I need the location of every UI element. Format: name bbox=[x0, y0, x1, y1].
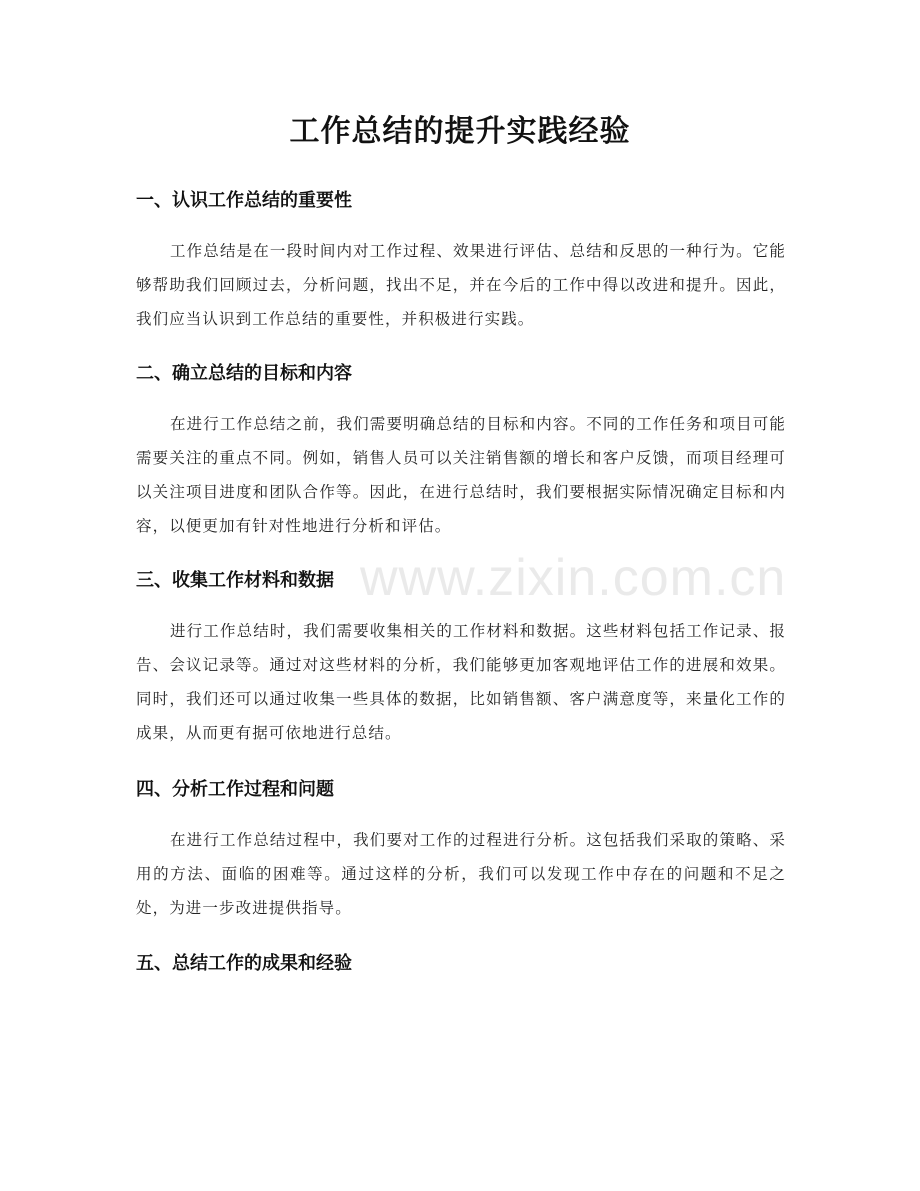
section-paragraph-3: 进行工作总结时，我们需要收集相关的工作材料和数据。这些材料包括工作记录、报告、会议记录等。通过对这些材料的分析，我们能够更加客观地评估工作的进展和效果。同时，我们还可以通过收集一些具体的数据，比如销售额、客户满意度等，来量化工作的成果，从而更有据可依地进行总结。 bbox=[136, 622, 786, 742]
watermark: www.zixin.com.cn bbox=[360, 549, 787, 607]
section-heading-1: 一、认识工作总结的重要性 bbox=[136, 190, 352, 211]
section-heading-2: 二、确立总结的目标和内容 bbox=[136, 363, 352, 384]
section-paragraph-2: 在进行工作总结之前，我们需要明确总结的目标和内容。不同的工作任务和项目可能需要关注的重点不同。例如，销售人员可以关注销售额的增长和客户反馈，而项目经理可以关注项目进度和团队合作等。因此，在进行总结时，我们要根据实际情况确定目标和内容，以便更加有针对性地进行分析和评估。 bbox=[136, 415, 786, 535]
section-heading-5: 五、总结工作的成果和经验 bbox=[136, 953, 352, 974]
section-heading-4: 四、分析工作过程和问题 bbox=[136, 779, 334, 800]
document-title: 工作总结的提升实践经验 bbox=[289, 114, 631, 149]
section-heading-3: 三、收集工作材料和数据 bbox=[136, 570, 334, 591]
section-paragraph-1: 工作总结是在一段时间内对工作过程、效果进行评估、总结和反思的一种行为。它能够帮助我们回顾过去，分析问题，找出不足，并在今后的工作中得以改进和提升。因此，我们应当认识到工作总结的重要性，并积极进行实践。 bbox=[136, 242, 786, 328]
section-paragraph-4: 在进行工作总结过程中，我们要对工作的过程进行分析。这包括我们采取的策略、采用的方法、面临的困难等。通过这样的分析，我们可以发现工作中存在的问题和不足之处，为进一步改进提供指导。 bbox=[136, 831, 786, 917]
